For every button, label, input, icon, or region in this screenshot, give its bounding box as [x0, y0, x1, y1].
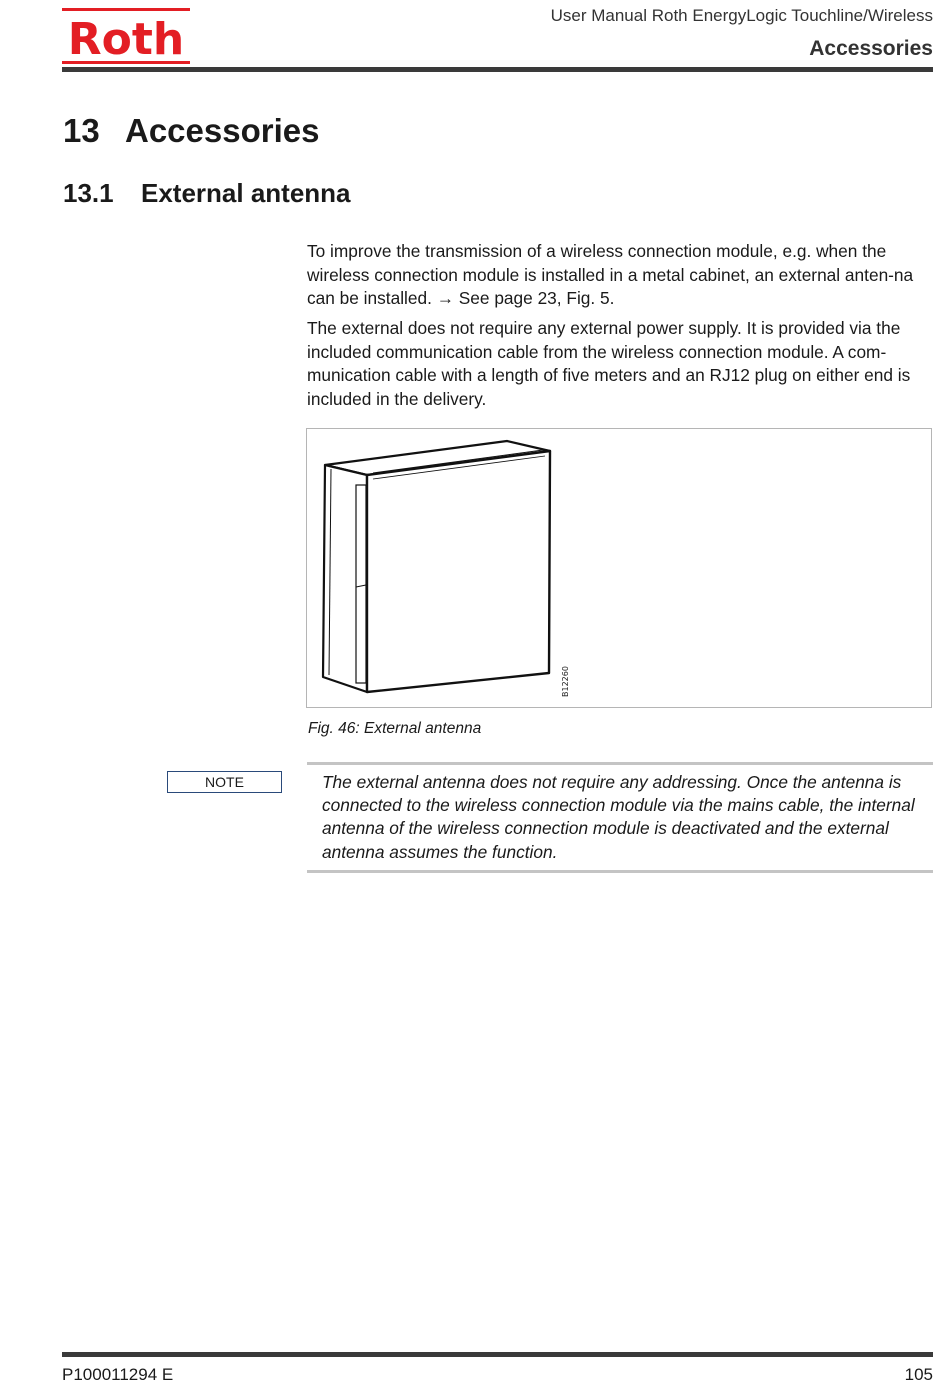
note-text: The external antenna does not require any addressing. Once the antenna is connected to the wireless connection module via the mains cable, the internal antenna of the wireless connection module is deactivated and the external antenna assumes the function. — [322, 772, 915, 862]
section-number: 13.1 — [63, 178, 114, 208]
logo-wordmark: Roth — [67, 14, 185, 64]
manual-title: User Manual Roth EnergyLogic Touchline/Wireless — [550, 6, 933, 25]
header-rule — [62, 67, 933, 72]
note-label: NOTE — [167, 771, 282, 793]
figure-caption: Fig. 46: External antenna — [308, 720, 482, 737]
figure-frame — [306, 428, 932, 708]
note-bottom-rule — [307, 870, 933, 873]
footer-rule — [62, 1352, 933, 1357]
note-top-rule — [307, 762, 933, 765]
document-number: P100011294 E — [62, 1365, 174, 1384]
section-title: External antenna — [141, 178, 351, 208]
header-section-title: Accessories — [809, 37, 933, 60]
paragraph-2: The external does not require any external power supply. It is provided via the included communication cable from the wireless connection module. A com-munication cable with a length of five meters and an RJ12 plug on either end is included in the delivery. — [307, 318, 911, 409]
section-heading — [63, 178, 351, 209]
chapter-title: Accessories — [125, 112, 320, 149]
antenna-illustration — [307, 429, 933, 709]
figure-code: B12260 — [561, 666, 570, 697]
paragraph-1: To improve the transmission of a wireless connection module, e.g. when the wireless connection module is installed in a metal cabinet, an external anten-na can be installed. → See page 23, Fig. 5. — [307, 241, 914, 308]
page-number: 105 — [904, 1365, 933, 1384]
chapter-number: 13 — [63, 112, 100, 149]
chapter-heading — [63, 112, 319, 150]
roth-logo — [62, 8, 190, 64]
